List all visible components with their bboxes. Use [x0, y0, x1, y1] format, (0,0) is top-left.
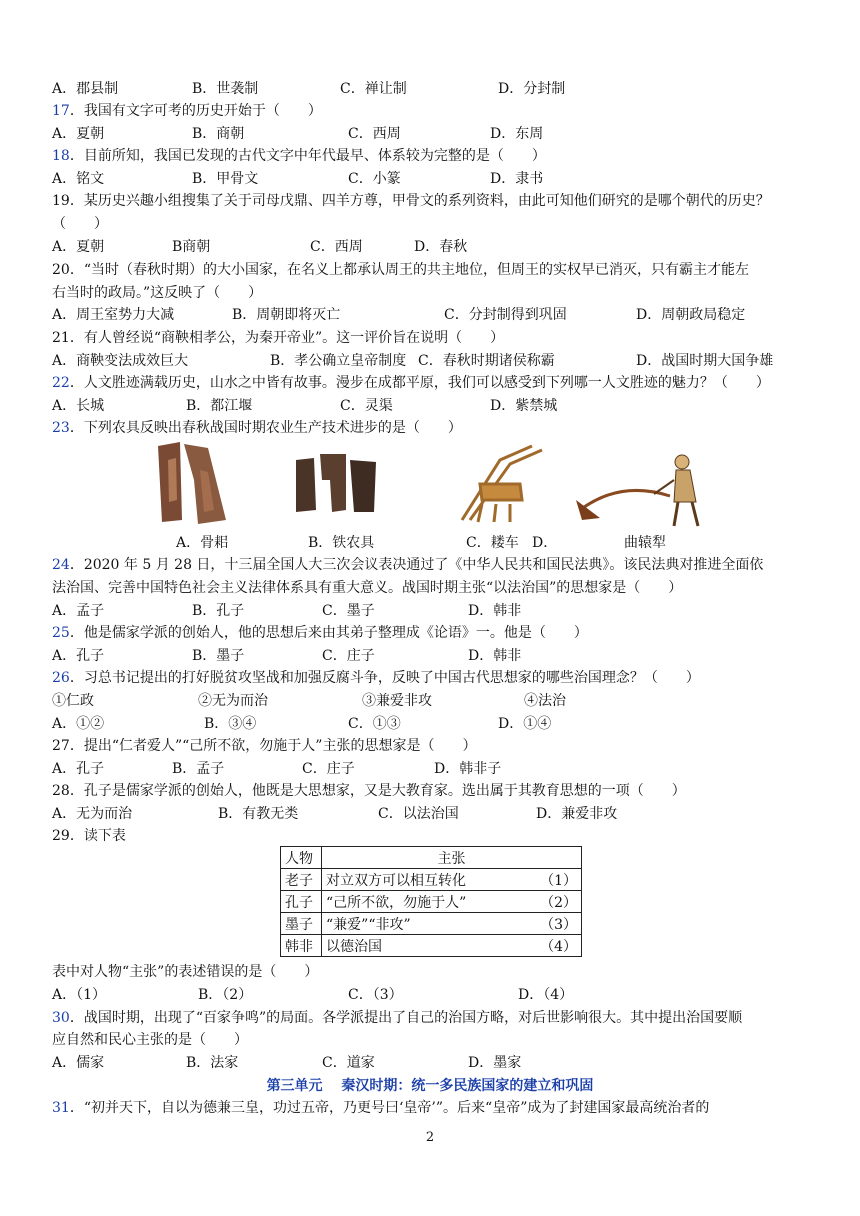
claim-cell — [322, 891, 582, 913]
q19-options — [52, 238, 812, 256]
question-25 — [52, 624, 588, 642]
claim-mark: （4） — [540, 938, 577, 955]
question-number: 31 — [52, 1100, 70, 1116]
question-20-cont: 右当时的政局。”这反映了（ ） — [52, 285, 263, 301]
question-text: ．习总书记提出的打好脱贫攻坚战和加强反腐斗争，反映了中国古代思想家的哪些治国理念？（ ） — [69, 670, 700, 686]
option-d: D．韩非 — [468, 603, 522, 619]
option-b: B．③④ — [204, 716, 257, 732]
option-c: C．春秋时期诸侯称霸 — [418, 353, 555, 369]
option-c: C．西周 — [348, 126, 401, 142]
option-b: B．有教无类 — [218, 806, 299, 822]
question-text: ．战国时期，出现了“百家争鸣”的局面。各学派提出了自己的治国方略，对后世影响很大。其中提出治国要顺 — [69, 1010, 743, 1026]
q22-options — [52, 397, 812, 415]
question-number: 23 — [52, 420, 70, 436]
option-d: D．兼爱非攻 — [536, 806, 618, 822]
option-d: D． — [532, 535, 558, 551]
item-2: ②无为而治 — [198, 693, 268, 709]
question-19: 19．某历史兴趣小组搜集了关于司母戊鼎、四羊方尊，甲骨文的系列资料，由此可知他们研究的是哪个朝代的历史？ — [52, 193, 770, 209]
option-d: D．墨家 — [468, 1055, 522, 1071]
question-text: ．2020 年 5 月 28 日，十三届全国人大三次会议表决通过了《中华人民共和国民法典》。该民法典对推进全面依 — [69, 557, 764, 573]
option-d: D．分封制 — [498, 81, 566, 97]
question-29: 29．读下表 — [52, 828, 126, 844]
question-text: ．目前所知，我国已发现的古代文字中年代最早、体系较为完整的是（ ） — [69, 148, 546, 164]
option-d: D．①④ — [498, 716, 552, 732]
option-c: C．墨子 — [322, 603, 375, 619]
table-row — [281, 891, 582, 913]
question-number: 17 — [52, 103, 70, 119]
option-b: B．铁农具 — [308, 535, 375, 551]
item-1: ①仁政 — [52, 693, 94, 709]
q27-options — [52, 760, 812, 778]
option-c: C．道家 — [322, 1055, 375, 1071]
option-a: A．①② — [52, 716, 105, 732]
person-cell: 墨子 — [281, 913, 322, 935]
option-a: A．（1） — [52, 987, 107, 1003]
option-c: C．耧车 — [466, 535, 519, 551]
question-24 — [52, 556, 763, 574]
question-29-prompt: 表中对人物“主张”的表述错误的是（ ） — [52, 964, 319, 980]
option-a: A．儒家 — [52, 1055, 105, 1071]
claim-cell — [322, 869, 582, 891]
question-30 — [52, 1009, 742, 1027]
question-26 — [52, 669, 700, 687]
question-text: ．他是儒家学派的创始人，他的思想后来由其弟子整理成《论语》一。他是（ ） — [69, 625, 588, 641]
claim-text: “兼爱”“非攻” — [326, 916, 411, 933]
header-claim: 主张 — [322, 847, 582, 869]
option-b: B．墨子 — [192, 648, 245, 664]
option-b: B．周朝即将灭亡 — [232, 307, 341, 323]
option-d: D．韩非子 — [434, 761, 502, 777]
question-20: 20．“当时（春秋时期）的大小国家，在名义上都承认周王的共主地位，但周王的实权早已消灭，只有霸主才能左 — [52, 262, 749, 278]
option-a: A．长城 — [52, 398, 105, 414]
header-person: 人物 — [281, 847, 322, 869]
option-d: D．春秋 — [414, 239, 468, 255]
question-21: 21．有人曾经说“商鞅相孝公，为秦开帝业”。这一评价旨在说明（ ） — [52, 330, 505, 346]
q29-table — [280, 846, 582, 957]
question-19-cont: （ ） — [52, 216, 108, 232]
option-b: B．甲骨文 — [192, 171, 259, 187]
item-4: ④法治 — [524, 693, 566, 709]
question-number: 18 — [52, 148, 70, 164]
question-24-cont: 法治国、完善中国特色社会主义法律体系具有重大意义。战国时期主张“以法治国”的思想家是（ ） — [52, 580, 683, 596]
option-a: A．孟子 — [52, 603, 105, 619]
option-d: D．紫禁城 — [490, 398, 558, 414]
claim-text: 以德治国 — [326, 938, 382, 955]
option-b: B．孝公确立皇帝制度 — [270, 353, 407, 369]
bone-spade-image — [158, 442, 226, 524]
option-d: D．韩非 — [468, 648, 522, 664]
option-d: D．（4） — [518, 987, 574, 1003]
q25-options — [52, 647, 812, 665]
page-number: 2 — [425, 1130, 435, 1145]
q26-items — [52, 692, 812, 710]
question-22 — [52, 374, 770, 392]
table-header-row — [281, 847, 582, 869]
person-cell: 孔子 — [281, 891, 322, 913]
claim-mark: （3） — [540, 916, 577, 933]
q28-options — [52, 805, 812, 823]
option-c: C．灵渠 — [340, 398, 393, 414]
option-a: A．周王室势力大减 — [52, 307, 175, 323]
option-a: A．孔子 — [52, 648, 105, 664]
option-a: A．无为而治 — [52, 806, 133, 822]
option-c: C．小篆 — [348, 171, 401, 187]
q18-options — [52, 170, 812, 188]
option-a: A．夏朝 — [52, 126, 105, 142]
option-c: C．禅让制 — [340, 81, 407, 97]
person-cell: 老子 — [281, 869, 322, 891]
option-a: A．郡县制 — [52, 81, 119, 97]
claim-text: “己所不欲，勿施于人” — [326, 894, 467, 911]
claim-cell — [322, 913, 582, 935]
table-row — [281, 935, 582, 957]
q21-options — [52, 352, 812, 370]
option-b: B．世袭制 — [192, 81, 259, 97]
option-b: B．孔子 — [192, 603, 245, 619]
question-30-cont: 应自然和民心主张的是（ ） — [52, 1032, 248, 1048]
option-d: D．战国时期大国争雄 — [636, 353, 774, 369]
question-number: 22 — [52, 375, 70, 391]
unit-heading: 第三单元 秦汉时期：统一多民族国家的建立和巩固 — [266, 1078, 594, 1094]
option-b: B商朝 — [172, 239, 211, 255]
option-b: B．商朝 — [192, 126, 245, 142]
option-a: A．夏朝 — [52, 239, 105, 255]
question-23 — [52, 419, 462, 437]
farm-tools-images — [150, 440, 710, 530]
question-27: 27．提出“仁者爱人”“己所不欲，勿施于人”主张的思想家是（ ） — [52, 738, 477, 754]
question-text: ．“初并天下，自以为德兼三皇，功过五帝，乃更号曰‘皇帝’”。后来“皇帝”成为了封建国家最高统治者的 — [69, 1100, 710, 1116]
claim-cell — [322, 935, 582, 957]
q16-options — [52, 80, 812, 98]
question-text: ．人文胜迹满载历史，山水之中皆有故事。漫步在成都平原，我们可以感受到下列哪一人文胜迹的魅力？（ ） — [69, 375, 770, 391]
question-text: ．我国有文字可考的历史开始于（ ） — [69, 103, 322, 119]
question-18 — [52, 147, 546, 165]
claim-mark: （2） — [540, 894, 577, 911]
curved-plough-image — [576, 455, 698, 526]
claim-text: 对立双方可以相互转化 — [326, 872, 466, 889]
option-d: D．周朝政局稳定 — [636, 307, 746, 323]
option-a: A．骨耜 — [176, 535, 229, 551]
option-b: B．（2） — [198, 987, 253, 1003]
q20-options — [52, 306, 812, 324]
q17-options — [52, 125, 812, 143]
option-c: C．庄子 — [322, 648, 375, 664]
item-3: ③兼爱非攻 — [362, 693, 432, 709]
iron-tools-image — [296, 454, 376, 512]
question-28: 28．孔子是儒家学派的创始人，他既是大思想家，又是大教育家。选出属于其教育思想的一项（ ） — [52, 783, 686, 799]
option-c: C．（3） — [348, 987, 403, 1003]
q26-options — [52, 715, 812, 733]
q29-options — [52, 986, 812, 1004]
table-row — [281, 869, 582, 891]
option-b: B．法家 — [186, 1055, 239, 1071]
option-c: C．西周 — [310, 239, 363, 255]
option-c: C．以法治国 — [378, 806, 459, 822]
question-number: 25 — [52, 625, 70, 641]
option-c: C．庄子 — [302, 761, 355, 777]
option-d: D．隶书 — [490, 171, 544, 187]
option-d-label: 曲辕犁 — [624, 535, 666, 551]
option-c: C．分封制得到巩固 — [444, 307, 567, 323]
question-number: 30 — [52, 1010, 70, 1026]
table-row — [281, 913, 582, 935]
question-number: 24 — [52, 557, 70, 573]
person-cell: 韩非 — [281, 935, 322, 957]
option-b: B．都江堰 — [186, 398, 253, 414]
question-17 — [52, 102, 322, 120]
q23-options — [52, 534, 812, 552]
question-31 — [52, 1099, 709, 1117]
option-a: A．商鞅变法成效巨大 — [52, 353, 189, 369]
option-b: B．孟子 — [172, 761, 225, 777]
seed-drill-image — [462, 446, 542, 522]
q30-options — [52, 1054, 812, 1072]
option-a: A．铭文 — [52, 171, 105, 187]
q24-options — [52, 602, 812, 620]
option-a: A．孔子 — [52, 761, 105, 777]
option-d: D．东周 — [490, 126, 544, 142]
question-text: ．下列农具反映出春秋战国时期农业生产技术进步的是（ ） — [69, 420, 462, 436]
option-c: C．①③ — [348, 716, 401, 732]
question-number: 26 — [52, 670, 70, 686]
claim-mark: （1） — [540, 872, 577, 889]
